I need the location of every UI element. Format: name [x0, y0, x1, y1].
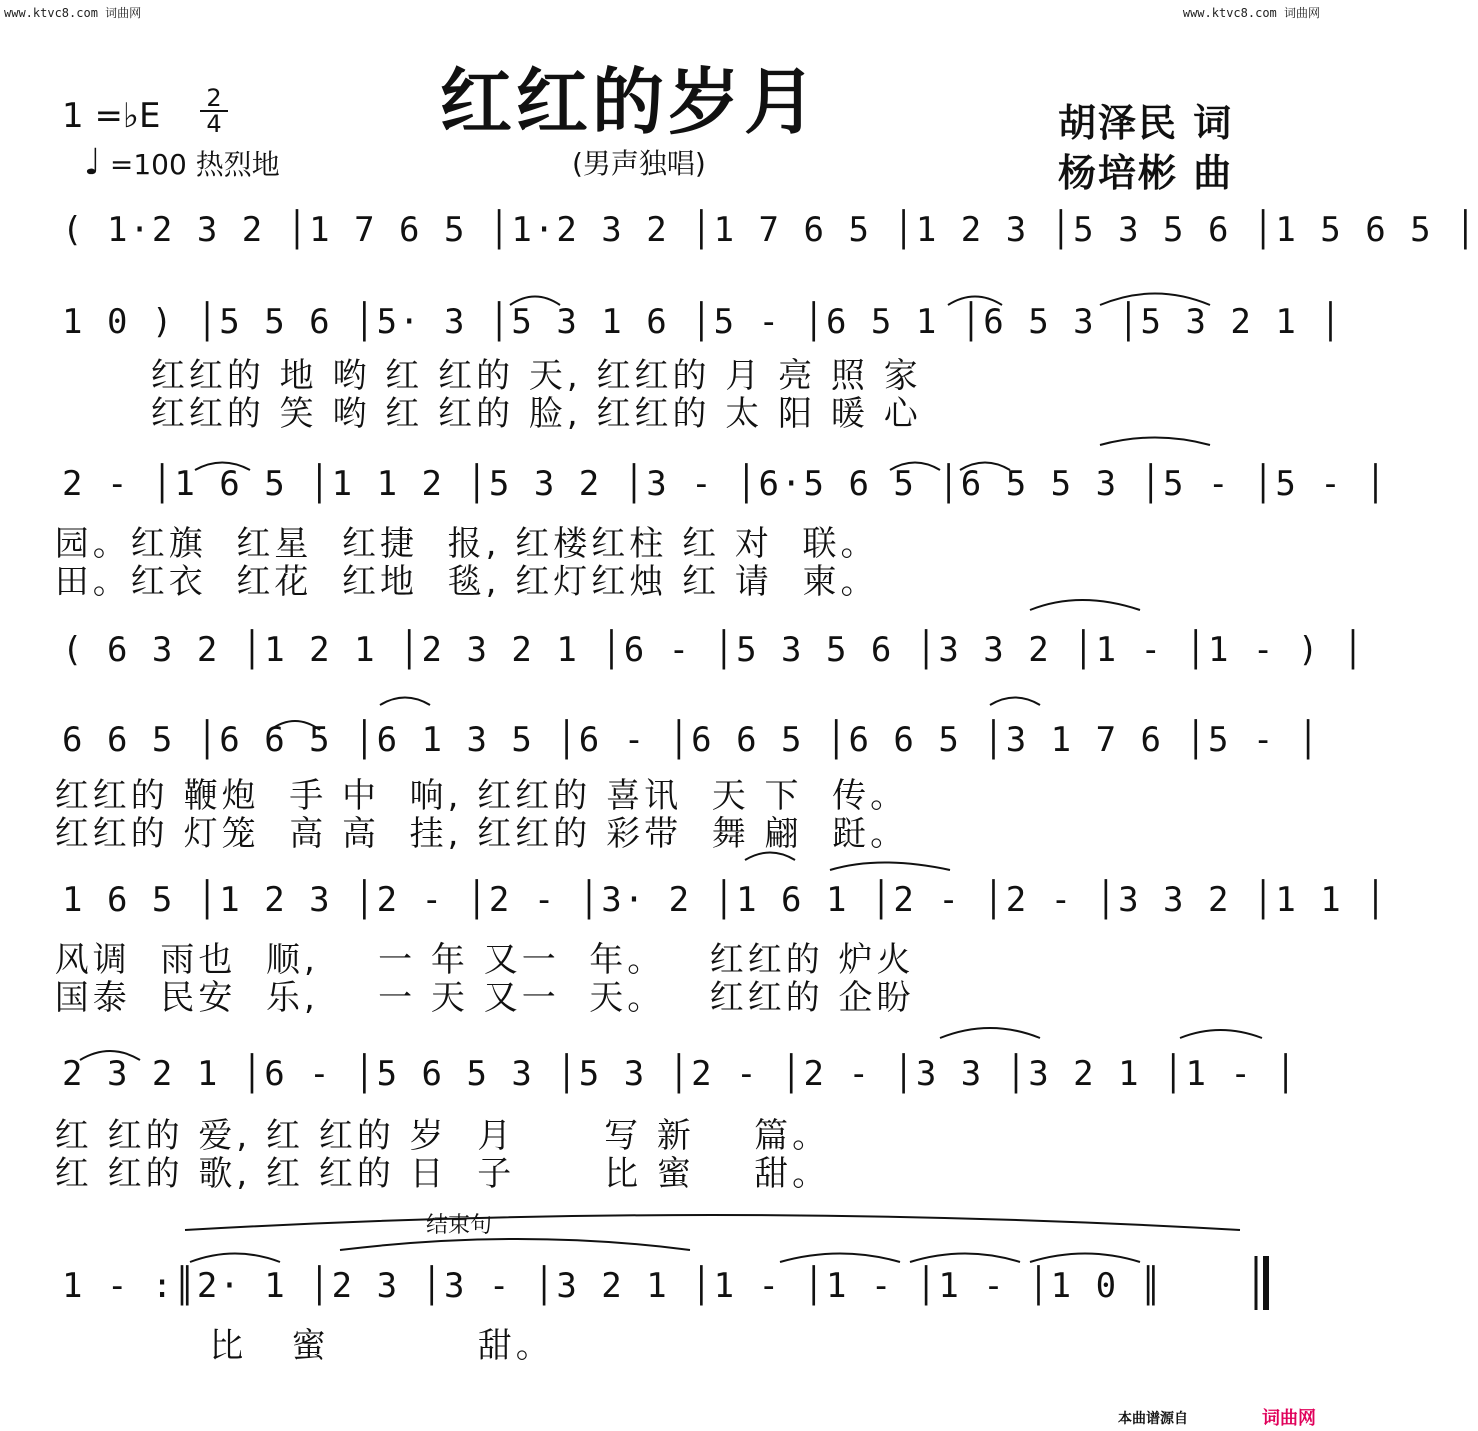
slur [1100, 294, 1210, 306]
time-signature-top: 2 [206, 84, 222, 112]
slur [780, 1254, 900, 1263]
lyric-verse-2: 红 红的 歌, 红 红的 日 子 比 蜜 甜。 [40, 1154, 831, 1194]
song-title: 红红的岁月 [440, 60, 821, 144]
footer-site-link[interactable]: 词曲网 [1262, 1408, 1316, 1429]
ending-label: 结束句 [420, 1208, 498, 1239]
slur [940, 1028, 1040, 1038]
slur [190, 1254, 280, 1263]
slur [990, 698, 1040, 706]
lyric-verse-2: 红红的 灯笼 高 高 挂, 红红的 彩带 舞 翩 跹。 [40, 814, 909, 854]
lyric-verse-2: 红红的 笑 哟 红 红的 脸, 红红的 太 阳 暖 心 [62, 394, 922, 434]
notation-line: 6 6 5 │6 6 5 │6 1 3 5 │6 - │6 6 5 │6 6 5 │3 1 7 6 │5 - │ [62, 720, 1321, 760]
notation-line: 1 - :║2· 1 │2 3 │3 - │3 2 1 │1 - │1 - │1 - │1 0 ║ [62, 1266, 1164, 1306]
ending-arc [185, 1215, 1240, 1230]
notation-line: ( 6 3 2 │1 2 1 │2 3 2 1 │6 - │5 3 5 6 │3 3 2 │1 - │1 - ) │ [62, 630, 1366, 670]
notation-line: 2 - │1 6 5 │1 1 2 │5 3 2 │3 - │6·5 6 5 │6 5 5 3 │5 - │5 - │ [62, 464, 1388, 504]
tempo-text: =100 热烈地 [109, 148, 280, 181]
notation-line: 2 3 2 1 │6 - │5 6 5 3 │5 3 │2 - │2 - │3 3 │3 2 1 │1 - │ [62, 1054, 1298, 1094]
watermark-right: www.ktvc8.com 词曲网 [1182, 6, 1320, 20]
lyric-verse-2: 田。红衣 红花 红地 毯, 红灯红烛 红 请 柬。 [40, 562, 879, 602]
slur [910, 1254, 1020, 1263]
notation-line: 1 0 ) │5 5 6 │5· 3 │5 3 1 6 │5 - │6 5 1 │6 5 3 │5 3 2 1 │ [62, 302, 1343, 342]
song-subtitle: (男声独唱) [572, 147, 706, 180]
slur [195, 463, 250, 471]
slur [510, 297, 560, 306]
lyric-verse-1: 园。红旗 红星 红捷 报, 红楼红柱 红 对 联。 [40, 524, 879, 564]
slur [830, 863, 950, 871]
lyric-verse-1: 红红的 鞭炮 手 中 响, 红红的 喜讯 天 下 传。 [40, 776, 909, 816]
lyric-verse-1: 红 红的 爱, 红 红的 岁 月 写 新 篇。 [40, 1116, 831, 1156]
slur [340, 1239, 690, 1250]
slur [948, 297, 1002, 306]
time-signature-bottom: 4 [206, 110, 222, 138]
slur [960, 463, 1010, 471]
lyric-verse-2: 国泰 民安 乐, 一 天 又一 天。 红红的 企盼 [40, 978, 915, 1018]
lyricist-credit: 胡泽民 词 [1058, 101, 1234, 145]
slur [1100, 438, 1210, 446]
lyric-verse-1: 风调 雨也 顺, 一 年 又一 年。 红红的 炉火 [40, 940, 915, 980]
lyric-verse-1: 红红的 地 哟 红 红的 天, 红红的 月 亮 照 家 [62, 356, 922, 396]
lyric-ending: 比 蜜 甜。 [150, 1326, 554, 1366]
slur [80, 1051, 140, 1060]
slur [1030, 1254, 1140, 1263]
composer-credit: 杨培彬 曲 [1058, 151, 1234, 195]
slur [745, 853, 795, 861]
slur [890, 463, 940, 471]
footer-source: 本曲谱源自 [1118, 1411, 1188, 1427]
slur [1030, 600, 1140, 610]
slur [1180, 1030, 1262, 1038]
notation-line: ( 1·2 3 2 │1 7 6 5 │1·2 3 2 │1 7 6 5 │1 2 3 │5 3 5 6 │1 5 6 5 │ [62, 210, 1478, 250]
watermark-left: www.ktvc8.com 词曲网 [4, 6, 142, 20]
slur [270, 721, 320, 730]
slur [380, 698, 430, 706]
key-signature: 1 =♭E [62, 96, 161, 136]
quarter-note-icon: ♩ [84, 142, 101, 183]
notation-line: 1 6 5 │1 2 3 │2 - │2 - │3· 2 │1 6 1 │2 - │2 - │3 3 2 │1 1 │ [62, 880, 1388, 920]
